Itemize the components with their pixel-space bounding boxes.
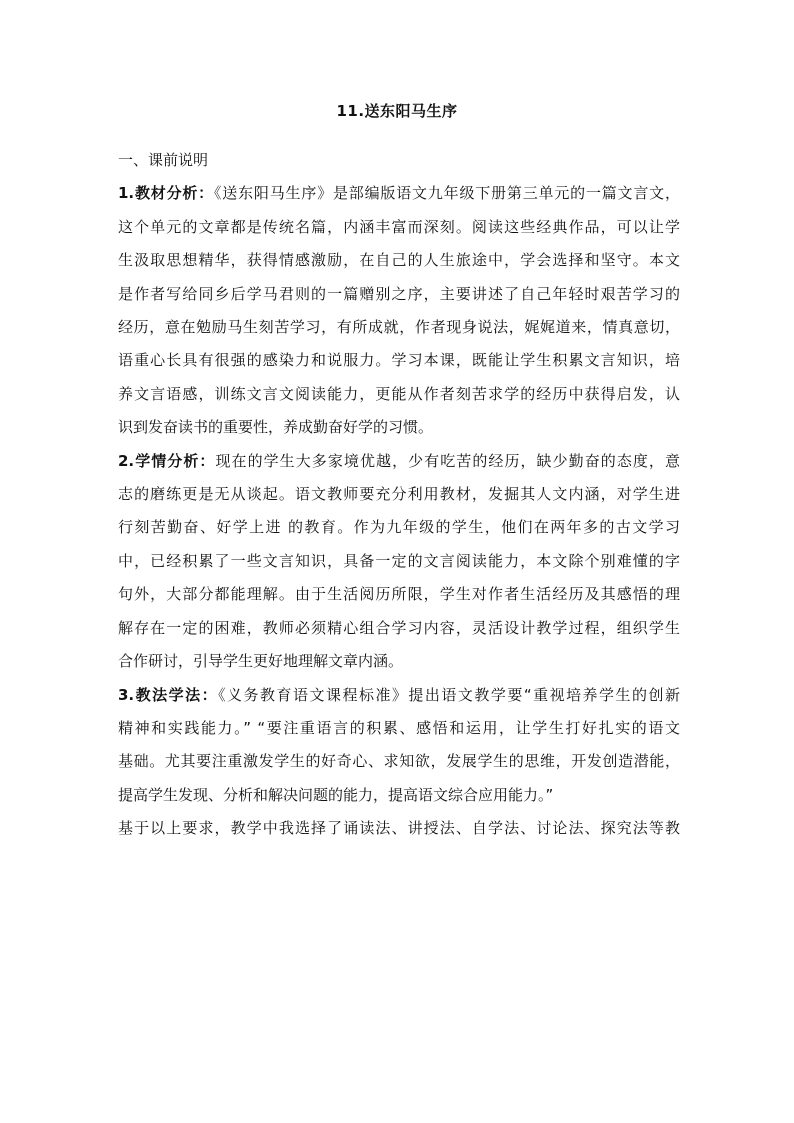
paragraph-line — [118, 679, 680, 712]
paragraph-line: 基础。尤其要注重激发学生的好奇心、求知欲，发展学生的思维，开发创造潜能， — [118, 752, 680, 771]
paragraph-line: 生汲取思想精华，获得情感激励，在自己的人生旅途中，学会选择和坚守。本文 — [118, 251, 680, 270]
paragraph-line: 合作研讨，引导学生更好地理解文章内涵。 — [118, 652, 404, 671]
paragraph-line: 语重心长具有很强的感染力和说服力。学习本课，既能让学生积累文言知识，培 — [118, 351, 680, 370]
paragraph-line: 句外，大部分都能理解。由于生活阅历所限，学生对作者生活经历及其感悟的理 — [118, 585, 680, 604]
paragraph-line: 解存在一定的困难，教师必须精心组合学习内容，灵活设计教学过程，组织学生 — [118, 618, 680, 637]
paragraph-line: 养文言语感，训练文言文阅读能力，更能从作者刻苦求学的经历中获得启发，认 — [118, 384, 680, 403]
paragraph-lead: 3.教法学法： — [118, 685, 219, 704]
section-heading: 一、课前说明 — [118, 151, 209, 169]
paragraph-line: 基于以上要求，教学中我选择了诵读法、讲授法、自学法、讨论法、探究法等教 — [118, 819, 680, 838]
document-title: 11.送东阳马生序 — [336, 102, 458, 120]
paragraph-text: 《义务教育语文课程标准》提出语文教学要“重视培养学生的创新 — [218, 685, 680, 704]
paragraph-line: 行刻苦勤奋、好学上进 的教育。作为九年级的学生，他们在两年多的古文学习 — [118, 518, 680, 537]
paragraph-line: 这个单元的文章都是传统名篇，内涵丰富而深刻。阅读这些经典作品，可以让学 — [118, 217, 680, 236]
paragraph-line — [118, 177, 680, 210]
paragraph-line: 精神和实践能力。” “要注重语言的积累、感悟和运用，让学生打好扎实的语文 — [118, 718, 680, 737]
paragraph-line: 志的磨练更是无从谈起。语文教师要充分利用教材，发掘其人文内涵，对学生进 — [118, 485, 680, 504]
paragraph-line: 经历，意在勉励马生刻苦学习，有所成就，作者现身说法，娓娓道来，情真意切， — [118, 318, 680, 337]
paragraph-lead: 2.学情分析： — [118, 451, 216, 470]
paragraph-text: 现在的学生大多家境优越，少有吃苦的经历，缺少勤奋的态度，意 — [215, 451, 680, 470]
paragraph-lead: 1.教材分析： — [118, 184, 214, 203]
document-body — [118, 144, 680, 846]
paragraph-text: 《送东阳马生序》是部编版语文九年级下册第三单元的一篇文言文， — [214, 184, 680, 203]
paragraph-line — [118, 445, 680, 478]
paragraph-line: 识到发奋读书的重要性，养成勤奋好学的习惯。 — [118, 418, 434, 437]
paragraph-line: 中，已经积累了一些文言知识，具备一定的文言阅读能力，本文除个别难懂的字 — [118, 551, 680, 570]
paragraph-line: 是作者写给同乡后学马君则的一篇赠别之序，主要讲述了自己年轻时艰苦学习的 — [118, 284, 680, 303]
paragraph-line: 提高学生发现、分析和解决问题的能力，提高语文综合应用能力。” — [118, 785, 554, 804]
